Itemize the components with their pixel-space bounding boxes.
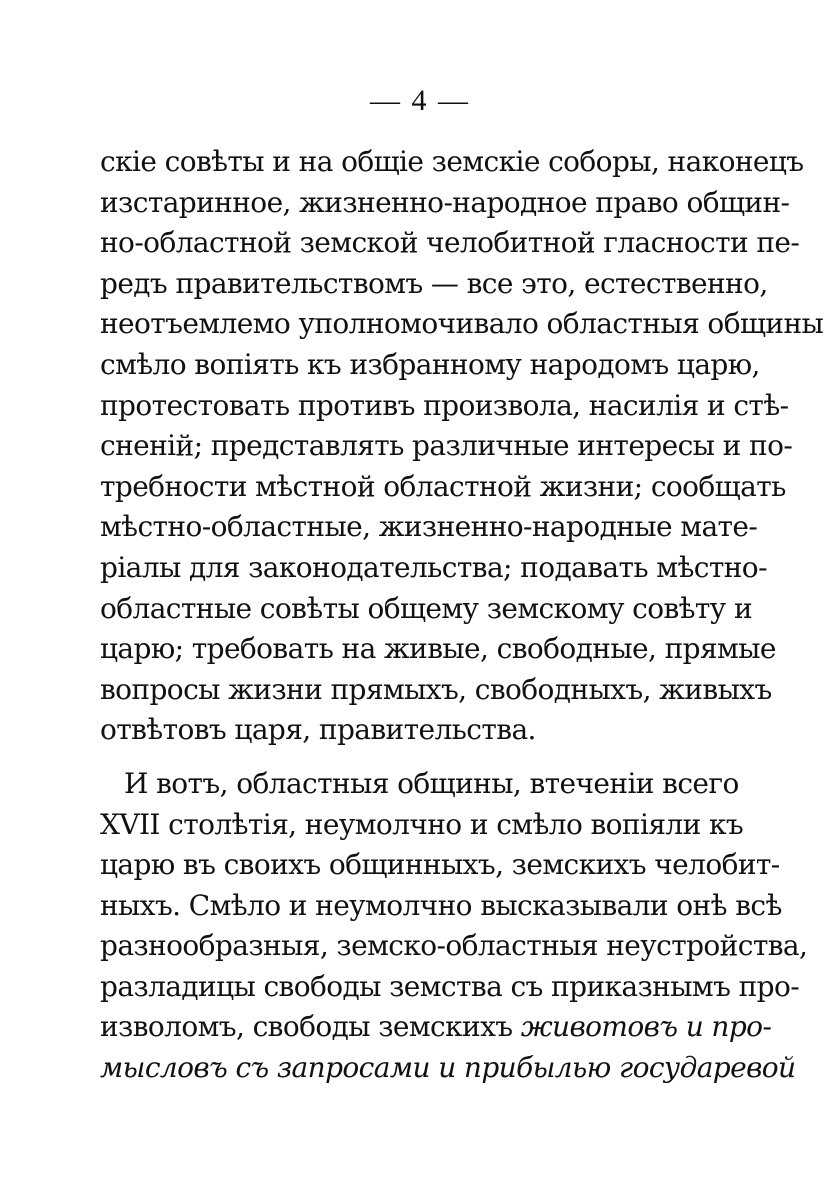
- text-line: [100, 426, 793, 467]
- text-segment: смѣло вопіять къ избранному народомъ царю,: [100, 347, 760, 381]
- text-segment: вопросы жизни прямыхъ, свободныхъ, живыхъ: [100, 672, 772, 706]
- paragraph-gap: [100, 751, 710, 764]
- text-segment: областные совѣты общему земскому совѣту и: [100, 591, 753, 625]
- text-segment: царю въ своихъ общинныхъ, земскихъ челобит-: [100, 848, 780, 882]
- text-line: [100, 764, 739, 805]
- text-segment: И вотъ, областныя общины, втеченіи всего: [124, 766, 739, 800]
- italic-text: мысловъ съ запросами и прибылью государевой: [100, 1051, 796, 1085]
- paragraph: [100, 764, 808, 1089]
- text-line: [100, 1048, 796, 1089]
- text-line: [100, 548, 767, 589]
- text-line: [100, 589, 753, 630]
- text-segment: XVII столѣтія, неумолчно и смѣло вопіяли къ: [100, 807, 744, 841]
- text-segment: мѣстно-областные, жизненно-народные мате-: [100, 510, 758, 544]
- text-line: [100, 629, 776, 670]
- text-line: [100, 345, 760, 386]
- text-line: [100, 264, 768, 305]
- text-segment: царю; требовать на живые, свободные, прямые: [100, 632, 776, 666]
- text-line: [100, 183, 790, 224]
- text-segment: разнообразныя, земско-областныя неустройства,: [100, 929, 808, 963]
- text-line: [100, 710, 710, 751]
- text-line: [100, 304, 824, 345]
- text-segment: но-областной земской челобитной гласности пе-: [100, 226, 800, 260]
- text-line: [100, 886, 782, 927]
- text-segment: неотъемлемо уполномочивало областныя общины: [100, 307, 824, 341]
- text-segment: сненій; представлять различные интересы и по-: [100, 429, 793, 463]
- text-line: [100, 223, 800, 264]
- text-segment: изстаринное, жизненно-народное право общин-: [100, 185, 790, 219]
- text-line: [100, 805, 744, 846]
- paragraph: [100, 142, 824, 751]
- text-line: [100, 386, 789, 427]
- text-line: [100, 845, 780, 886]
- text-segment: скіе совѣты и на общіе земскіе соборы, наконецъ: [100, 145, 804, 178]
- text-line: [100, 507, 758, 548]
- body-text: [100, 142, 824, 1089]
- text-segment: редъ правительствомъ — все это, естественно,: [100, 266, 768, 300]
- text-line: [100, 142, 804, 183]
- text-line: [100, 1007, 772, 1048]
- text-segment: протестовать противъ произвола, насилія и стѣ-: [100, 388, 789, 422]
- page-number: — 4 —: [370, 84, 470, 117]
- text-segment: отвѣтовъ царя, правительства.: [100, 713, 536, 747]
- italic-text: животовъ и про-: [520, 1010, 772, 1044]
- text-line: [100, 467, 786, 508]
- text-line: [100, 926, 808, 967]
- text-segment: ныхъ. Смѣло и неумолчно высказывали онѣ всѣ: [100, 888, 782, 922]
- text-line: [100, 967, 800, 1008]
- text-segment: разладицы свободы земства съ приказнымъ про-: [100, 969, 800, 1003]
- text-segment: изволомъ, свободы земскихъ: [100, 1010, 521, 1044]
- text-segment: требности мѣстной областной жизни; сообщать: [100, 469, 786, 503]
- text-line: [100, 670, 772, 711]
- text-segment: ріалы для законодательства; подавать мѣстно-: [100, 550, 767, 584]
